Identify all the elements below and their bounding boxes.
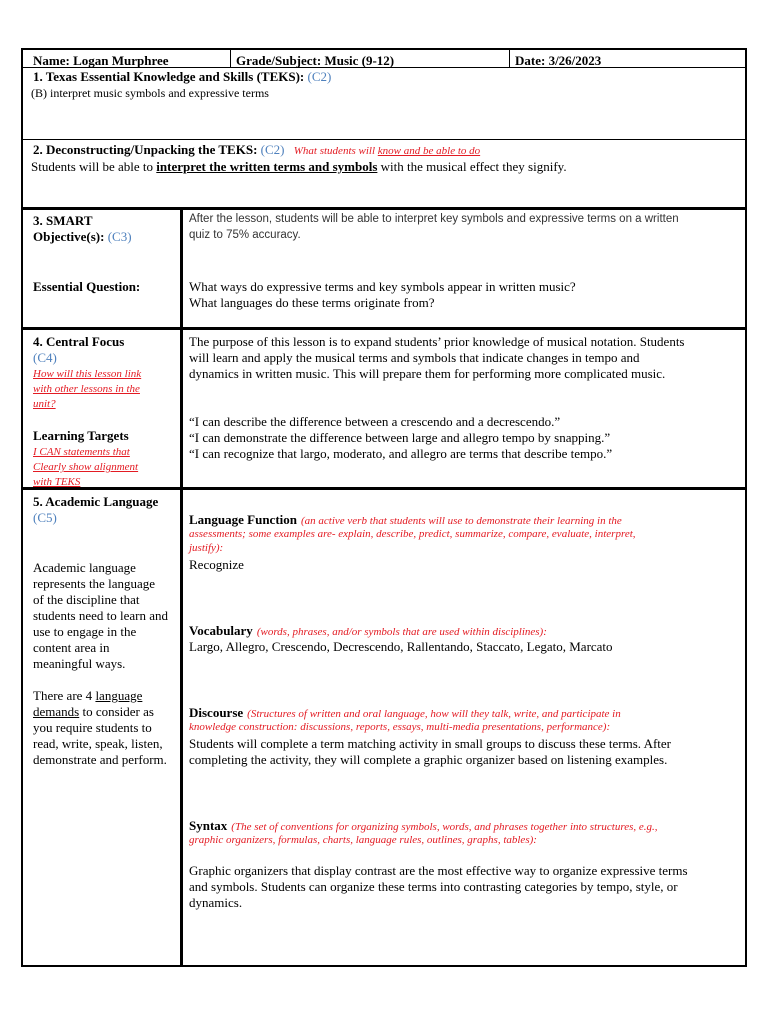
objective-label-text: Objective(s): <box>33 229 105 244</box>
central-focus-hint-2: with other lessons in the <box>33 383 140 395</box>
learning-targets-hint-2: Clearly show alignment <box>33 461 139 473</box>
objective-label <box>33 229 132 245</box>
academic-desc-3: of the discipline that <box>33 592 140 607</box>
date-field: Date: 3/26/2023 <box>515 53 602 68</box>
syntax-value-3: dynamics. <box>189 895 243 910</box>
column-divider <box>180 329 183 488</box>
vocabulary-hint: (words, phrases, and/or symbols that are used within disciplines): <box>256 626 547 638</box>
central-focus-text-1: The purpose of this lesson is to expand students’ prior knowledge of musical notation. Students <box>189 334 685 349</box>
unpacking-text-emphasis: interpret the written terms and symbols <box>156 159 378 174</box>
academic-desc-5: use to engage in the <box>33 624 137 639</box>
teks-code: (C2) <box>307 69 332 84</box>
academic-language-code: (C5) <box>33 510 57 525</box>
section-divider <box>23 207 745 210</box>
unpacking-hint-a: What students will <box>293 145 376 157</box>
discourse-value-2: completing the activity, they will complete a graphic organizer based on listening examples. <box>189 752 668 767</box>
column-divider <box>180 209 183 328</box>
unpacking-text-a: Students will be able to <box>31 159 154 174</box>
language-function-hint-2: assessments; some examples are- explain, describe, predict, summarize, compare, evaluate, interpret, <box>189 528 636 540</box>
academic-desc-6: content area in <box>33 640 110 655</box>
demands-text-d: to consider as <box>82 704 154 719</box>
central-focus-text-2: will learn and apply the musical terms and symbols that indicate changes in tempo and <box>189 350 640 365</box>
vocabulary-value: Largo, Allegro, Crescendo, Decrescendo, Rallentando, Staccato, Legato, Marcato <box>189 639 613 654</box>
syntax-label: Syntax <box>189 818 228 833</box>
smart-objective-line-1: After the lesson, students will be able to interpret key symbols and expressive terms on a written <box>189 213 679 225</box>
learning-target-2: “I can demonstrate the difference between large and allegro tempo by snapping.” <box>189 430 611 445</box>
discourse-hint-2: knowledge construction: discussions, reports, essays, multi-media presentations, performance): <box>189 721 611 733</box>
unpacking-title: 2. Deconstructing/Unpacking the TEKS: <box>33 142 258 157</box>
academic-desc-4: students need to learn and <box>33 608 169 623</box>
discourse-value-1: Students will complete a term matching activity in small groups to discuss these terms. After <box>189 736 671 751</box>
essential-question-label: Essential Question: <box>33 279 141 294</box>
academic-desc-2: represents the language <box>33 576 156 591</box>
learning-targets-label: Learning Targets <box>33 428 129 443</box>
learning-targets-hint-1: I CAN statements that <box>33 446 130 458</box>
language-function-value: Recognize <box>189 557 244 572</box>
teks-title: 1. Texas Essential Knowledge and Skills (TEKS): <box>33 69 305 84</box>
section-divider <box>23 487 745 490</box>
row-divider <box>23 139 745 140</box>
teks-text: (B) interpret music symbols and expressive terms <box>31 86 269 100</box>
language-function-hint-3: justify): <box>189 542 224 554</box>
unpacking-text <box>31 159 567 175</box>
lesson-plan-table <box>21 48 747 967</box>
objective-code: (C3) <box>107 229 132 244</box>
learning-targets-hint-3: with TEKS <box>33 476 81 488</box>
vocabulary-label: Vocabulary <box>189 623 253 638</box>
vocabulary-heading <box>189 622 547 640</box>
section-divider <box>23 327 745 330</box>
central-focus-hint-1: How will this lesson link <box>33 368 142 380</box>
header-divider <box>230 50 231 67</box>
grade-subject-field: Grade/Subject: Music (9-12) <box>236 53 395 68</box>
language-demands-line-3: you require students to <box>33 720 152 735</box>
central-focus-label: 4. Central Focus <box>33 334 125 349</box>
unpacking-hint-b: know and be able to do <box>377 145 481 157</box>
smart-objective-line-2: quiz to 75% accuracy. <box>189 229 301 241</box>
row-divider <box>23 67 745 68</box>
essential-question-1: What ways do expressive terms and key symbols appear in written music? <box>189 279 576 294</box>
demands-text-c: demands <box>33 704 80 719</box>
central-focus-text-3: dynamics in written music. This will prepare them for performing more complicated music. <box>189 366 666 381</box>
syntax-hint-1: (The set of conventions for organizing symbols, words, and phrases together into structures, e.g., <box>231 821 658 833</box>
name-field: Name: Logan Murphree <box>33 53 169 68</box>
academic-language-label: 5. Academic Language <box>33 494 159 509</box>
unpacking-code: (C2) <box>260 142 285 157</box>
column-divider <box>180 489 183 965</box>
unpacking-hint <box>294 145 480 157</box>
language-demands-line-5: demonstrate and perform. <box>33 752 167 767</box>
language-function-hint-1: (an active verb that students will use to demonstrate their learning in the <box>301 515 622 527</box>
learning-target-3: “I can recognize that largo, moderato, and allegro are terms that describe tempo.” <box>189 446 613 461</box>
essential-question-2: What languages do these terms originate from? <box>189 295 435 310</box>
language-demands-line-2 <box>33 704 154 720</box>
unpacking-heading <box>33 142 480 159</box>
demands-text-b: language <box>95 688 143 703</box>
language-demands-line-4: read, write, speak, listen, <box>33 736 163 751</box>
language-demands-line-1 <box>33 688 142 704</box>
teks-heading <box>33 69 331 85</box>
academic-desc-1: Academic language <box>33 560 136 575</box>
central-focus-hint-3: unit? <box>33 398 56 410</box>
demands-text-a: There are 4 <box>33 688 93 703</box>
academic-desc-7: meaningful ways. <box>33 656 126 671</box>
language-function-label: Language Function <box>189 512 297 527</box>
syntax-value-2: and symbols. Students can organize these terms into contrasting categories by tempo, style, or <box>189 879 678 894</box>
discourse-label: Discourse <box>189 705 244 720</box>
syntax-hint-2: graphic organizers, formulas, charts, language rules, outlines, graphs, tables): <box>189 834 537 846</box>
header-divider <box>509 50 510 67</box>
learning-target-1: “I can describe the difference between a crescendo and a decrescendo.” <box>189 414 561 429</box>
central-focus-code: (C4) <box>33 350 57 365</box>
syntax-value-1: Graphic organizers that display contrast are the most effective way to organize expressive terms <box>189 863 688 878</box>
unpacking-text-c: with the musical effect they signify. <box>380 159 567 174</box>
discourse-hint-1: (Structures of written and oral language, how will they talk, write, and participate in <box>247 708 621 720</box>
smart-label: 3. SMART <box>33 213 93 228</box>
